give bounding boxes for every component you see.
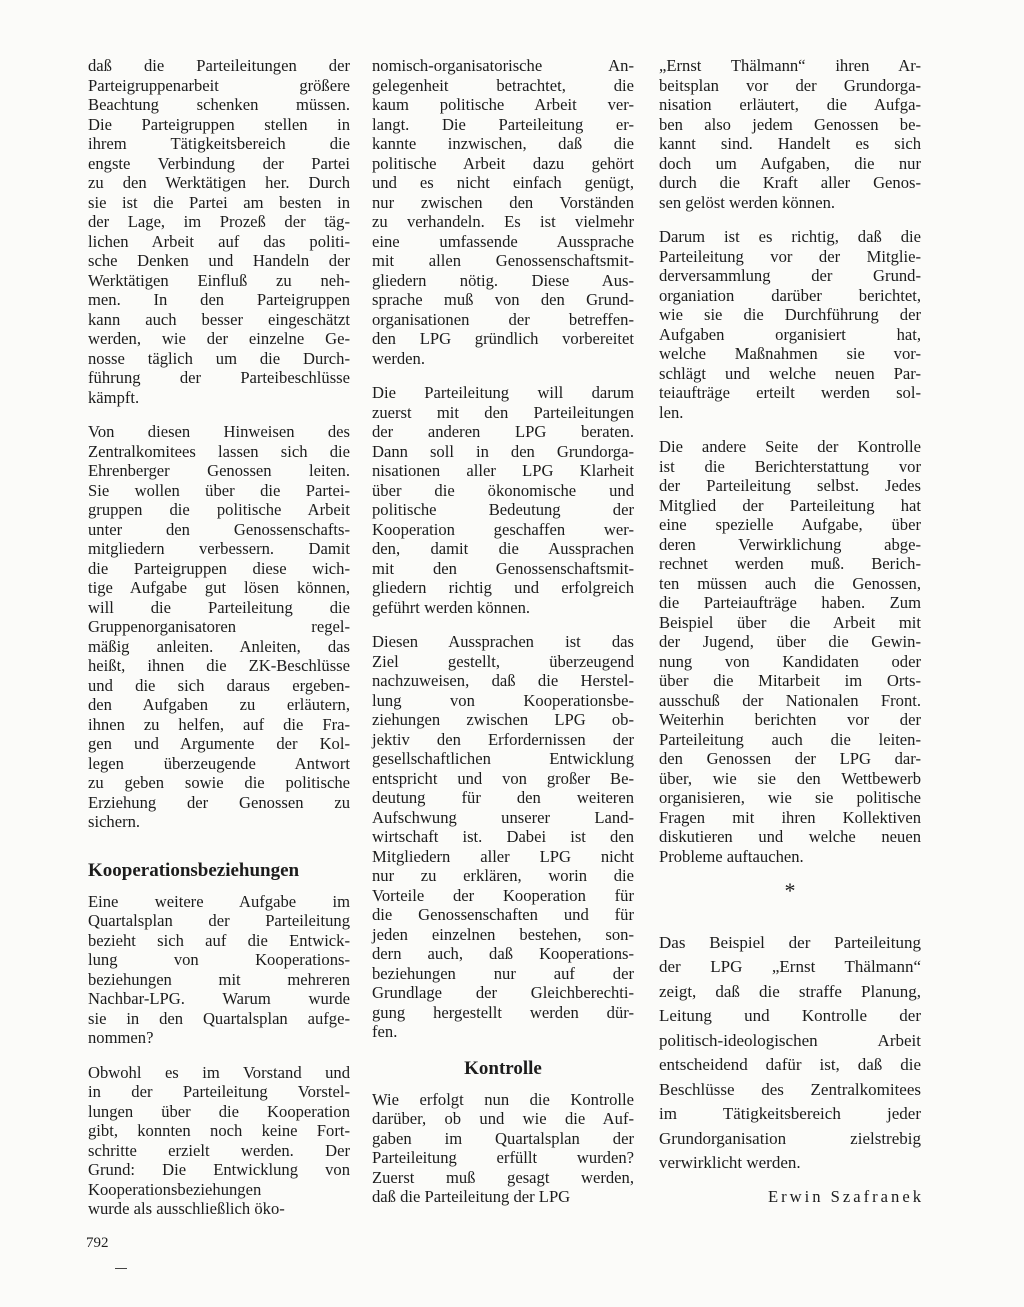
text-line: in der Parteileitung Vorstel-: [88, 1082, 350, 1101]
text-line: mit den Genossenschaftsmit-: [372, 558, 634, 578]
text-line: über, wie sie den Wettbewerb: [659, 768, 921, 788]
text-line: Grundorganisation zielstrebig: [659, 1128, 921, 1148]
text-line: sche Denken und Handeln der: [88, 251, 350, 270]
text-line: Vorteile der Kooperation für: [372, 885, 634, 905]
text-line: Von diesen Hinweisen des: [88, 422, 350, 441]
text-line: werden, wie der einzelne Ge-: [88, 329, 350, 348]
text-line: Nachbar-LPG. Warum wurde: [88, 989, 350, 1008]
text-line: will die Parteileitung die: [88, 597, 350, 617]
text-line: sichern.: [88, 812, 141, 831]
text-line: beziehungen nur auf der: [372, 963, 634, 983]
text-line: Das Beispiel der Parteileitung: [659, 932, 921, 952]
text-line: Zuerst muß gesagt werden,: [372, 1167, 634, 1187]
text-line: langt. Die Parteileitung er-: [372, 114, 634, 134]
page-number: 792: [86, 1235, 109, 1251]
text-line: engste Verbindung der Partei: [88, 153, 350, 173]
text-line: politische Bedeutung der: [372, 500, 634, 519]
text-line: entspricht und von großer Be-: [372, 768, 634, 788]
text-line: Mitgliedern aller LPG nicht: [372, 846, 634, 866]
paragraph: [88, 422, 350, 832]
text-line: organisieren, wie sie politische: [659, 788, 921, 807]
text-line: deren Verwirklichung abge-: [659, 534, 921, 554]
text-line: Obwohl es im Vorstand und: [88, 1062, 350, 1082]
paragraph: [372, 1090, 634, 1207]
text-line: men. In den Parteigruppen: [88, 290, 350, 309]
text-line: Weiterhin berichten vor der: [659, 710, 921, 729]
text-line: Ehrenberger Genossen leiten.: [88, 461, 350, 480]
text-line: kannt sind. Handelt es sich: [659, 134, 921, 153]
text-line: der Jugend, über die Gewin-: [659, 632, 921, 651]
text-line: schlägt und welche neuen Par-: [659, 363, 921, 383]
text-line: sprache muß von den Grund-: [372, 290, 634, 309]
text-line: Sie wollen über die Partei-: [88, 480, 350, 500]
text-line: fen.: [372, 1022, 398, 1041]
text-line: kann auch besser eingeschätzt: [88, 309, 350, 329]
text-line: wirtschaft ist. Dabei ist den: [372, 827, 634, 846]
text-line: die Parteigruppen diese wich-: [88, 558, 350, 578]
text-line: entscheidend dafür ist, daß die: [659, 1055, 921, 1074]
paragraph: [659, 227, 921, 422]
text-line: legen überzeugende Antwort: [88, 753, 350, 773]
paragraph: [372, 383, 634, 617]
text-line: ten müssen auch die Genossen,: [659, 573, 921, 593]
text-line: Aufschwung unserer Land-: [372, 807, 634, 827]
text-line: Quartalsplan der Parteileitung: [88, 911, 350, 930]
text-line: politische Arbeit dazu gehört: [372, 153, 634, 173]
text-line: gesellschaftlichen Entwicklung: [372, 749, 634, 768]
text-line: Grund: Die Entwicklung von: [88, 1160, 350, 1179]
text-line: lichen Arbeit auf das politi-: [88, 231, 350, 251]
text-line: lung von Kooperations-: [88, 950, 350, 969]
text-line: ben also jedem Genossen be-: [659, 114, 921, 134]
text-line: organiation darüber berichtet,: [659, 285, 921, 305]
text-line: Werktätigen Einfluß zu neh-: [88, 270, 350, 290]
text-line: Die Parteileitung will darum: [372, 383, 634, 402]
text-line: len.: [659, 402, 684, 422]
text-line: kaum politische Arbeit ver-: [372, 95, 634, 114]
text-line: Zentralkomitees lassen sich die: [88, 441, 350, 461]
text-line: gliedern nötig. Diese Aus-: [372, 270, 634, 290]
text-line: mäßig anleiten. Anleiten, das: [88, 636, 350, 656]
text-line: lung von Kooperationsbe-: [372, 690, 634, 710]
text-line: gliedern richtig und erfolgreich: [372, 578, 634, 597]
text-line: Parteileitung erfüllt wurden?: [372, 1148, 634, 1167]
text-line: der anderen LPG beraten.: [372, 422, 634, 441]
text-line: den Genossen der LPG dar-: [659, 749, 921, 768]
text-line: Ziel gestellt, überzeugend: [372, 651, 634, 671]
paragraph: [372, 56, 634, 368]
text-line: deutung für den weiteren: [372, 788, 634, 807]
text-line: Parteigruppenarbeit größere: [88, 75, 350, 95]
text-line: bezieht sich auf die Entwick-: [88, 930, 350, 950]
text-line: über die Mitarbeit im Orts-: [659, 671, 921, 690]
text-line: mit allen Genossenschaftsmit-: [372, 251, 634, 270]
text-line: wurde als ausschließlich öko-: [88, 1199, 285, 1218]
column-1: [88, 56, 350, 1234]
text-line: ist die Berichterstattung vor: [659, 456, 921, 476]
text-line: heißt, ihnen die ZK-Beschlüsse: [88, 656, 350, 675]
text-line: der LPG „Ernst Thälmann“: [659, 957, 921, 976]
text-line: über die ökonomische und: [372, 480, 634, 500]
text-line: gibt, konnten noch keine Fort-: [88, 1121, 350, 1140]
text-line: Eine weitere Aufgabe im: [88, 891, 350, 911]
text-line: Beispiel über die Arbeit mit: [659, 612, 921, 632]
text-line: gung hergestellt werden dür-: [372, 1002, 634, 1022]
text-line: zu geben sowie die politische: [88, 773, 350, 792]
text-line: den, damit die Aussprachen: [372, 539, 634, 558]
text-line: werden.: [372, 348, 425, 368]
text-line: Erziehung der Genossen zu: [88, 792, 350, 812]
text-line: organisationen der betreffen-: [372, 309, 634, 329]
text-line: nisationen aller LPG Klarheit: [372, 461, 634, 480]
text-line: Probleme auftauchen.: [659, 846, 804, 866]
text-line: Beachtung schenken müssen.: [88, 95, 350, 114]
text-line: rechnet werden muß. Berich-: [659, 554, 921, 573]
text-line: darüber, ob und wie die Auf-: [372, 1109, 634, 1128]
text-line: Die andere Seite der Kontrolle: [659, 437, 921, 456]
text-line: gruppen die politische Arbeit: [88, 500, 350, 519]
text-line: Gruppenorganisatoren regel-: [88, 617, 350, 636]
text-line: Dann soll in den Grundorga-: [372, 441, 634, 461]
text-line: daß die Parteileitung der LPG: [372, 1187, 571, 1206]
text-line: doch um Aufgaben, die nur: [659, 153, 921, 173]
text-line: ziehungen zwischen LPG ob-: [372, 710, 634, 729]
text-line: jektiv den Erfordernissen der: [372, 729, 634, 749]
text-line: sen gelöst werden können.: [659, 192, 836, 212]
text-line: ihrem Tätigkeitsbereich die: [88, 134, 350, 153]
paragraph: [88, 1063, 350, 1219]
text-line: der Lage, im Prozeß der täg-: [88, 212, 350, 231]
text-line: nung von Kandidaten oder: [659, 651, 921, 671]
text-line: kämpft.: [88, 387, 140, 407]
text-line: Grundlage der Gleichberechti-: [372, 983, 634, 1002]
text-line: Darum ist es richtig, daß die: [659, 227, 921, 246]
paragraph: [372, 632, 634, 1042]
author-signature: Erwin Szafranek: [767, 1187, 924, 1206]
text-line: und es nicht einfach genügt,: [372, 173, 634, 192]
text-line: Parteileitung vor der Mitglie-: [659, 246, 921, 266]
paragraph: [659, 56, 921, 212]
text-line: sie ist die Partei am besten in: [88, 192, 350, 212]
section-heading: Kooperationsbeziehungen: [88, 859, 300, 881]
text-line: nommen?: [88, 1028, 154, 1047]
text-line: gen und Argumente der Kol-: [88, 734, 350, 753]
text-line: im Tätigkeitsbereich jeder: [659, 1104, 921, 1123]
column-2: [372, 56, 634, 1222]
section-heading: Kontrolle: [464, 1057, 542, 1079]
section-divider-star: *: [784, 878, 796, 903]
text-line: die Parteiaufträge haben. Zum: [659, 593, 921, 612]
text-line: ausschuß der Nationalen Front.: [659, 690, 921, 710]
text-line: nur zu erklären, worin die: [372, 866, 634, 885]
text-line: Die Parteigruppen stellen in: [88, 114, 350, 134]
text-line: zeigt, daß die straffe Planung,: [659, 981, 921, 1001]
text-line: politisch-ideologischen Arbeit: [659, 1030, 921, 1050]
text-line: den Aufgaben zu erläutern,: [88, 695, 350, 714]
text-line: Parteileitung auch die leiten-: [659, 729, 921, 749]
text-line: teiaufträge erteilt werden sol-: [659, 383, 921, 402]
text-line: Mitglied der Parteileitung hat: [659, 495, 921, 515]
text-line: und die sich daraus ergeben-: [88, 675, 350, 695]
text-line: der Parteileitung selbst. Jedes: [659, 476, 921, 495]
text-line: nur zwischen den Vorständen: [372, 192, 634, 212]
text-line: Beschlüsse des Zentralkomitees: [659, 1079, 921, 1099]
text-line: „Ernst Thälmann“ ihren Ar-: [659, 56, 921, 75]
text-line: Fragen mit ihren Kollektiven: [659, 807, 921, 827]
text-line: Kooperation geschaffen wer-: [372, 519, 634, 539]
text-line: sie in den Quartalsplan aufge-: [88, 1008, 350, 1028]
paragraph: [88, 56, 350, 407]
text-line: gelegenheit betrachtet, die: [372, 75, 634, 95]
text-line: daß die Parteileitungen der: [88, 56, 350, 75]
text-line: verwirklicht werden.: [659, 1153, 801, 1172]
text-line: jeden einzelnen bestehen, son-: [372, 924, 634, 944]
text-line: gaben im Quartalsplan der: [372, 1128, 634, 1148]
text-line: mitgliedern verbessern. Damit: [88, 539, 350, 558]
paragraph: [88, 892, 350, 1048]
text-line: diskutieren und welche neuen: [659, 827, 921, 846]
text-line: kannte inzwischen, daß die: [372, 134, 634, 153]
text-line: eine umfassende Aussprache: [372, 231, 634, 251]
text-line: unter den Genossenschafts-: [88, 519, 350, 539]
text-line: lungen über die Kooperation: [88, 1101, 350, 1121]
text-line: die Genossenschaften und für: [372, 905, 634, 924]
text-line: Wie erfolgt nun die Kontrolle: [372, 1089, 634, 1109]
text-line: durch die Kraft aller Genos-: [659, 173, 921, 192]
text-line: zuerst mit den Parteileitungen: [372, 402, 634, 422]
text-line: Kooperationsbeziehungen: [88, 1179, 262, 1199]
paragraph: [659, 931, 921, 1176]
text-line: welche Maßnahmen sie vor-: [659, 344, 921, 363]
text-line: Diesen Aussprachen ist das: [372, 632, 634, 651]
text-line: beitsplan vor der Grundorga-: [659, 75, 921, 95]
text-line: nachzuweisen, daß die Herstel-: [372, 671, 634, 690]
text-line: nosse täglich um die Durch-: [88, 348, 350, 368]
text-line: ihnen zu helfen, auf die Fra-: [88, 714, 350, 734]
text-line: führung der Parteibeschlüsse: [88, 368, 350, 387]
text-line: Leitung und Kontrolle der: [659, 1006, 921, 1025]
text-line: schritte erzielt werden. Der: [88, 1140, 350, 1160]
text-line: dern auch, daß Kooperations-: [372, 944, 634, 963]
text-line: Aufgaben organisiert hat,: [659, 324, 921, 344]
text-line: beziehungen mit mehreren: [88, 969, 350, 989]
text-line: derversammlung der Grund-: [659, 266, 921, 285]
text-line: geführt werden können.: [372, 597, 531, 617]
footer-rule: [115, 1268, 127, 1269]
text-line: nisation erläutert, die Aufga-: [659, 95, 921, 114]
text-line: wie sie die Durchführung der: [659, 305, 921, 324]
text-line: zu verhandeln. Es ist vielmehr: [372, 212, 634, 231]
text-line: den LPG gründlich vorbereitet: [372, 329, 634, 348]
paragraph: [659, 437, 921, 866]
text-line: zu den Werktätigen her. Durch: [88, 173, 350, 192]
text-line: eine spezielle Aufgabe, über: [659, 515, 921, 534]
column-3: [659, 56, 921, 1191]
text-line: tige Aufgabe gut lösen können,: [88, 578, 350, 597]
text-line: nomisch-organisatorische An-: [372, 56, 634, 75]
